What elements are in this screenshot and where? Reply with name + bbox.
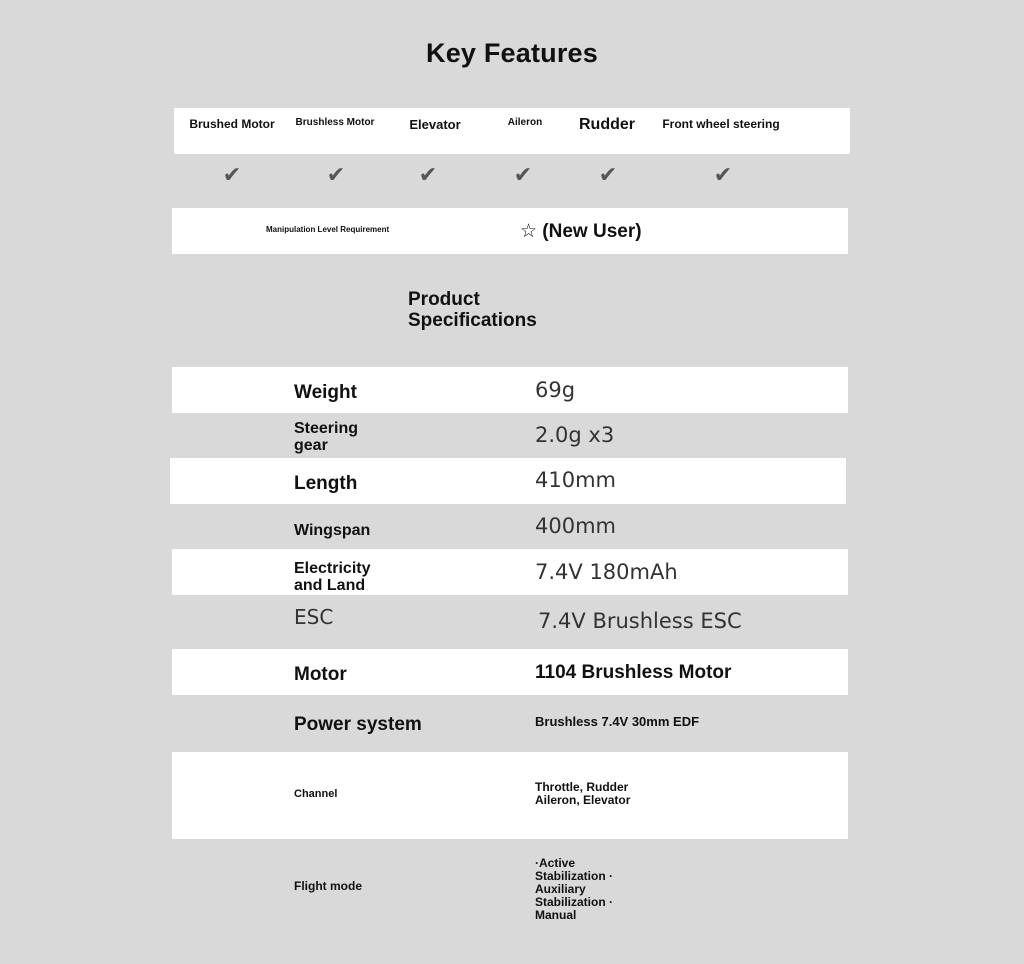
spec-label-length: Length: [294, 473, 358, 494]
spec-row-channel: [172, 752, 848, 839]
spec-label-channel: Channel: [294, 788, 338, 800]
check-icon-brushed-motor: ✔: [222, 163, 242, 188]
spec-value-length: 410mm: [535, 468, 616, 492]
manipulation-level-row: [172, 208, 848, 254]
spec-label-motor: Motor: [294, 664, 347, 685]
manipulation-level-value: ☆ (New User): [520, 221, 642, 242]
feature-label-brushed-motor: Brushed Motor: [189, 117, 275, 131]
spec-value-wingspan: 400mm: [535, 514, 616, 538]
spec-value-esc: 7.4V Brushless ESC: [538, 609, 742, 633]
feature-label-elevator: Elevator: [409, 117, 461, 132]
spec-label-flight-mode: Flight mode: [294, 879, 362, 893]
feature-label-rudder: Rudder: [579, 116, 635, 133]
spec-label-wingspan: Wingspan: [294, 522, 371, 539]
spec-row-motor: [172, 649, 848, 695]
spec-label-weight: Weight: [294, 382, 357, 403]
spec-row-length: [170, 458, 846, 504]
spec-value-power-system: Brushless 7.4V 30mm EDF: [535, 714, 700, 729]
spec-value-flight-mode: ·Active Stabilization · Auxiliary Stabilization · Manual: [535, 856, 613, 922]
check-icon-rudder: ✔: [598, 163, 618, 188]
page-title: Key Features: [426, 38, 598, 68]
spec-row-weight: [172, 367, 848, 413]
spec-label-steering-gear: Steering gear: [294, 420, 359, 454]
spec-label-electricity: Electricity and Land: [294, 560, 371, 594]
check-icon-aileron: ✔: [513, 163, 533, 188]
features-header-band: [174, 108, 850, 154]
spec-value-steering-gear: 2.0g x3: [535, 423, 615, 447]
feature-label-aileron: Aileron: [507, 117, 543, 128]
specifications-title-line1: Product: [408, 289, 480, 310]
feature-label-brushless-motor: Brushless Motor: [295, 117, 375, 128]
spec-value-weight: 69g: [535, 378, 576, 402]
spec-row-electricity: [172, 549, 848, 595]
manipulation-level-label: Manipulation Level Requirement: [266, 225, 390, 234]
spec-label-power-system: Power system: [294, 714, 422, 735]
spec-value-electricity: 7.4V 180mAh: [535, 560, 678, 584]
spec-label-esc: ESC: [294, 605, 334, 629]
specifications-title-line2: Specifications: [408, 310, 537, 331]
spec-value-motor: 1104 Brushless Motor: [535, 662, 732, 683]
specifications-title: [408, 289, 537, 331]
check-icon-elevator: ✔: [418, 163, 438, 188]
check-icon-brushless-motor: ✔: [326, 163, 346, 188]
feature-label-front-wheel-steering: Front wheel steering: [662, 117, 780, 131]
spec-value-channel: Throttle, Rudder Aileron, Elevator: [535, 780, 631, 807]
check-icon-front-wheel-steering: ✔: [713, 163, 733, 188]
